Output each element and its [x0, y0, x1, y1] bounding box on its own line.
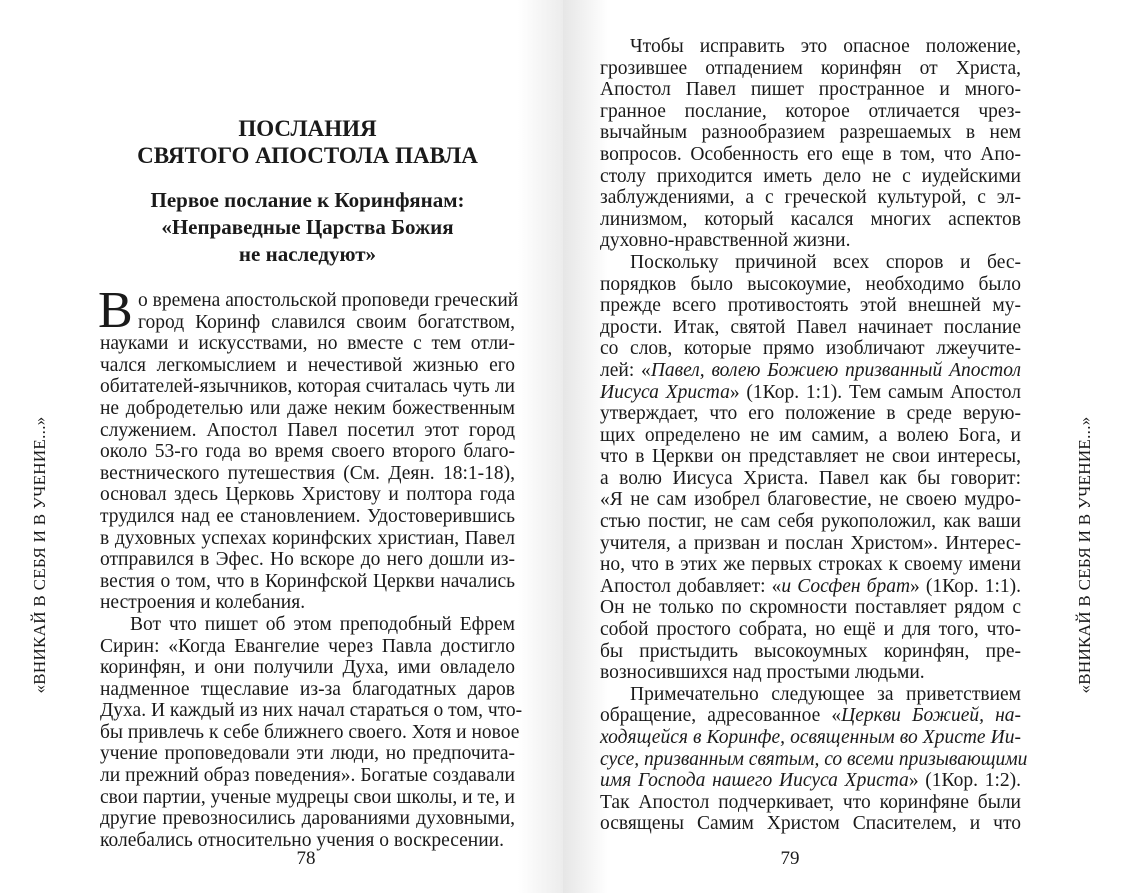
text-line: [600, 813, 1021, 835]
text-line: [600, 338, 1021, 360]
text-line: [600, 274, 1021, 296]
text-segment: а волю Иисуса Христа. Павел как бы говорит:: [600, 467, 1021, 489]
text-segment: обитателей-язычников, которая считалась чуть ли: [100, 376, 515, 398]
text-line: [600, 705, 1021, 727]
italic-quote: сусе, призванным святым, со всеми призывающими: [600, 748, 1028, 770]
text-line: [100, 398, 515, 420]
italic-quote: Церкви Божией, на-: [841, 705, 1021, 727]
text-segment: возносившихся над простыми людьми.: [600, 662, 925, 684]
text-segment: столу приходится иметь дело не с иудейскими: [600, 165, 1021, 187]
text-line: [100, 528, 515, 550]
text-segment: гранное послание, которое отличается чрез-: [600, 100, 1021, 122]
subheading-line: не наследуют»: [238, 242, 377, 266]
text-segment: учение проповедовали эти люди, но предпочита-: [100, 743, 515, 765]
subheading-line: «Неправедные Царства Божия: [161, 215, 454, 239]
text-line: [600, 748, 1028, 771]
text-segment: около 53-го года во время своего второго благо-: [100, 441, 515, 463]
chapter-subheading: [100, 187, 515, 268]
text-line: [100, 592, 515, 614]
right-page: [563, 0, 1126, 893]
text-line: [600, 382, 1021, 404]
text-segment: Апостол добавляет: «: [600, 575, 782, 597]
text-segment: собой простого собрата, но ещё и для того, что-: [600, 619, 1021, 641]
text-line: [100, 765, 515, 787]
heading-line: СВЯТОГО АПОСТОЛА ПАВЛА: [137, 143, 478, 168]
text-line: [100, 721, 520, 744]
text-line: [600, 166, 1021, 188]
text-line: [100, 571, 515, 593]
text-segment: вестнического путешествия (См. Деян. 18:1-18),: [100, 462, 515, 484]
text-segment: бы пристыдить высокоумных коринфян, пре-: [600, 640, 1021, 662]
text-line: [600, 295, 1021, 317]
text-line: [100, 333, 515, 355]
text-segment: вопросов. Особенность его еще в том, что Апо-: [600, 143, 1021, 165]
text-segment: грозившее отпадением коринфян от Христа,: [600, 57, 1021, 79]
text-line: [100, 657, 515, 679]
text-line: [600, 576, 1021, 598]
text-segment: » (1Кор. 1:1).: [910, 575, 1021, 597]
text-line: [600, 619, 1021, 641]
text-segment: Апостол Павел пишет пространное и много-: [600, 79, 1021, 101]
text-line: [600, 79, 1021, 101]
text-segment: колебались относительно учения о воскресении.: [100, 829, 504, 851]
text-line: [600, 489, 1021, 511]
text-line: [100, 420, 515, 442]
text-segment: заблуждениями, а с греческой культурой, с эл-: [600, 187, 1021, 209]
text-segment: коринфян, и они получили Духа, ими овладело: [100, 657, 515, 679]
text-line: [100, 312, 515, 334]
text-segment: щих определено не им самим, а волею Бога, и: [600, 424, 1021, 446]
text-line: [600, 511, 1021, 533]
text-line: [100, 679, 515, 701]
text-line: [600, 533, 1021, 555]
text-line: [100, 463, 515, 485]
drop-cap: В: [98, 282, 133, 339]
right-body-text: [600, 36, 1028, 835]
text-segment: Чтобы исправить это опасное положение,: [630, 36, 1021, 57]
text-segment: служением. Апостол Павел посетил этот город: [100, 419, 515, 441]
text-segment: науками и искусствами, но вместе с тем отли-: [100, 333, 515, 355]
text-segment: порядков было высокоумие, необходимо было: [600, 273, 1021, 295]
text-segment: Вот что пишет об этом преподобный Ефрем: [130, 613, 515, 635]
text-segment: освящены Самим Христом Спасителем, и что: [600, 813, 1021, 835]
text-line: [600, 446, 1021, 468]
text-line: [600, 425, 1021, 447]
text-segment: лей: «: [600, 359, 651, 381]
text-segment: чался легкомыслием и нечестивой жизнью его: [100, 354, 515, 376]
text-segment: нестроения и колебания.: [100, 592, 306, 614]
text-line: [600, 662, 1021, 684]
text-line: [100, 614, 515, 636]
page-number-left: 78: [296, 848, 316, 869]
text-segment: вестия о том, что в Коринфской Церкви начались: [100, 570, 515, 592]
text-segment: прежде всего противостоять этой внешней му-: [600, 295, 1021, 317]
text-line: [100, 549, 515, 571]
text-segment: в духовных успехах коринфских христиан, Павел: [100, 527, 515, 549]
text-line: [100, 700, 523, 722]
text-line: [600, 101, 1021, 123]
text-segment: линизмом, который касался многих аспектов: [600, 208, 1021, 230]
text-line: [600, 597, 1021, 619]
left-body-text: [98, 282, 523, 851]
text-segment: Он не только по скромности поставляет рядом с: [600, 597, 1021, 619]
italic-quote: и Сосфен брат: [781, 575, 911, 597]
text-segment: Сирин: «Когда Евангелие через Павла достигло: [100, 635, 515, 657]
text-line: [100, 506, 515, 528]
section-heading: [100, 115, 515, 169]
text-line: [100, 290, 519, 312]
text-line: [100, 636, 515, 658]
text-segment: основал здесь Церковь Христову и полтора года: [100, 484, 515, 506]
text-line: [100, 808, 515, 830]
text-segment: не добродетелью или даже неким божественным: [100, 397, 515, 419]
text-line: [600, 554, 1021, 576]
text-segment: » (1Кор. 1:2).: [908, 770, 1021, 792]
italic-quote: Павел, волею Божиею призванный Апостол: [650, 359, 1021, 381]
text-segment: другие превозносились дарованиями духовными,: [100, 808, 515, 830]
text-line: [600, 36, 1021, 58]
text-line: [600, 209, 1021, 231]
text-line: [100, 743, 515, 765]
italic-quote: ходящейся в Коринфе, освященным во Христе Ии-: [600, 727, 1021, 748]
text-segment: вычайным разнообразием разрешаемых в нем: [600, 122, 1021, 144]
text-segment: Духа. И каждый из них начал стараться о том, что-: [100, 700, 523, 722]
text-line: [100, 355, 515, 377]
text-line: [600, 122, 1021, 144]
text-segment: что в Церкви он представляет не свои интересы,: [600, 446, 1021, 468]
text-segment: дрости. Итак, святой Павел начинает послание: [600, 316, 1021, 338]
text-segment: утверждает, что его положение в среде верую-: [600, 403, 1021, 425]
text-segment: город Коринф славился своим богатством,: [138, 311, 515, 333]
text-line: [100, 787, 515, 809]
text-line: [100, 441, 515, 463]
text-line: [600, 230, 1021, 252]
text-segment: » (1Кор. 1:1). Тем самым Апостол: [729, 381, 1021, 403]
text-line: [600, 468, 1021, 490]
text-line: [600, 792, 1021, 814]
text-line: [600, 317, 1021, 339]
text-segment: свои партии, ученые мудрецы свои школы, и те, и: [100, 786, 515, 808]
subheading-line: Первое послание к Коринфянам:: [150, 188, 465, 212]
text-line: [600, 684, 1021, 706]
text-line: [100, 376, 515, 398]
text-segment: стью постиг, не сам себя рукоположил, как ваши: [600, 511, 1021, 533]
text-line: [600, 403, 1021, 425]
text-line: [600, 360, 1021, 382]
running-head-right: «ВНИКАЙ В СЕБЯ И В УЧЕНИЕ...»: [1075, 416, 1094, 694]
text-segment: Примечательно следующее за приветствием: [630, 683, 1021, 705]
page-number-right: 79: [780, 848, 800, 869]
italic-quote: Иисуса Христа: [600, 381, 730, 403]
text-line: [100, 484, 515, 506]
text-segment: Так Апостол подчеркивает, что коринфяне были: [600, 791, 1021, 813]
running-head-left: «ВНИКАЙ В СЕБЯ И В УЧЕНИЕ...»: [30, 416, 49, 694]
text-segment: бы привлечь к себе ближнего своего. Хотя и новое: [100, 721, 520, 743]
text-segment: но, что в этих же первых строках к своему имени: [600, 554, 1021, 576]
text-line: [600, 144, 1021, 166]
text-segment: ли прежний образ поведения». Богатые создавали: [100, 765, 515, 787]
text-line: [600, 252, 1021, 274]
text-segment: о времена апостольской проповеди греческий: [138, 290, 519, 311]
text-line: [600, 641, 1021, 663]
italic-quote: имя Господа нашего Иисуса Христа: [600, 770, 909, 792]
text-segment: обращение, адресованное «: [600, 705, 842, 727]
text-line: [600, 727, 1021, 749]
text-segment: духовно-нравственной жизни.: [600, 230, 851, 252]
text-segment: Поскольку причиной всех споров и бес-: [630, 251, 1021, 273]
text-segment: трудился над ее становлением. Удостоверившись: [100, 505, 515, 527]
text-segment: со слов, которые прямо изобличают лжеучите-: [600, 338, 1021, 360]
text-segment: учителя, а призван и послан Христом». Интерес-: [600, 532, 1021, 554]
text-segment: «Я не сам изобрел благовестие, не своею мудро-: [600, 489, 1021, 511]
text-segment: надменное тщеславие из-за благодатных даров: [100, 678, 515, 700]
heading-line: ПОСЛАНИЯ: [238, 116, 377, 141]
text-line: [600, 770, 1021, 792]
text-line: [600, 58, 1021, 80]
text-segment: отправился в Эфес. Но вскоре до него дошли из-: [100, 549, 515, 571]
text-line: [600, 187, 1021, 209]
